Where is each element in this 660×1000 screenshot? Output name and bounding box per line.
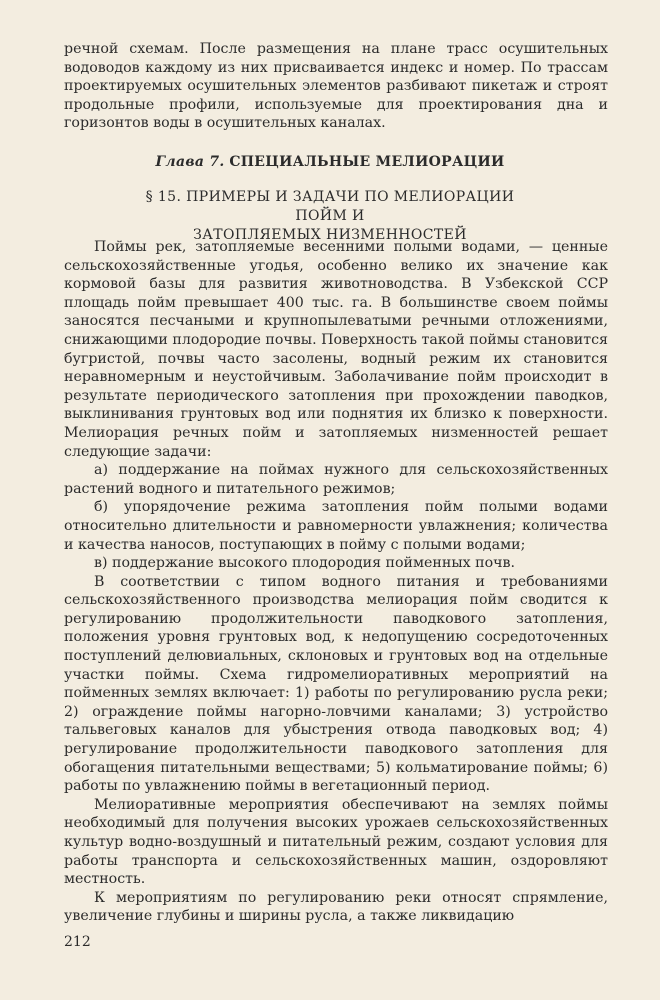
paragraph-regulation: К мероприятиям по регулированию реки относят спрямление, увеличение глубины и ширины русла, а также ликвидацию: [64, 889, 608, 925]
section-heading: [120, 188, 540, 245]
top-paragraph-block: [64, 40, 608, 133]
page-number: 212: [64, 934, 91, 950]
chapter-heading: [0, 154, 660, 170]
section-heading-line-2: ЗАТОПЛЯЕМЫХ НИЗМЕННОСТЕЙ: [193, 227, 467, 243]
list-item-c: в) поддержание высокого плодородия пойменных почв.: [94, 555, 516, 572]
chapter-label: Глава 7.: [155, 154, 225, 170]
list-item-a: а) поддержание на поймах нужного для сельскохозяйственных растений водного и питательного режимов;: [64, 462, 608, 497]
top-paragraph: речной схемам. После размещения на плане трасс осушительных водоводов каждому из них присваивается индекс и номер. По трассам проектируемых осушительных элементов разбивают пикетаж и строят продольные профили, используемые для проектирования дна и горизонтов воды в осушительных каналах.: [64, 41, 608, 132]
paragraph-measures: В соответствии с типом водного питания и требованиями сельскохозяйственного производства мелиорация пойм сводится к регулированию продолжительности паводкового затопления, положения уровня грунтовых вод, к недопущению сосредоточенных поступлений делювиальных, склоновых и грунтовых вод на отдельные участки поймы. Схема гидромелиоративных мероприятий на пойменных землях включает: 1) работы по регулированию русла реки; 2) ограждение поймы нагорно-ловчими каналами; 3) устройство тальвеговых каналов для убыстрения отвода паводковых вод; 4) регулирование продолжительности паводкового затопления для обогащения питательными веществами; 5) кольматирование поймы; 6) работы по увлажнению поймы в вегетационный период.: [64, 573, 608, 795]
paragraph-effects: Мелиоративные мероприятия обеспечивают на землях поймы необходимый для получения высоких урожаев сельскохозяйственных культур водно-воздушный и питательный режим, создают условия для работы транспорта и сельскохозяйственных машин, оздоровляют местность.: [64, 796, 608, 888]
body-text: [64, 238, 608, 926]
chapter-title: СПЕЦИАЛЬНЫЕ МЕЛИОРАЦИИ: [229, 154, 505, 170]
list-item-b: б) упорядочение режима затопления пойм полыми водами относительно длительности и равномерности увлажнения; количества и качества наносов, поступающих в пойму с полыми водами;: [64, 499, 608, 553]
paragraph-intro: Поймы рек, затопляемые весенними полыми водами, — ценные сельскохозяйственные угодья, особенно велико их значение как кормовой базы для развития животноводства. В Узбекской ССР площадь пойм превышает 400 тыс. га. В большинстве своем поймы заносятся песчаными и крупнопылеватыми речными отложениями, снижающими плодородие почвы. Поверхность такой поймы становится бугристой, почвы часто засолены, водный режим их становится неравномерным и неустойчивым. Заболачивание пойм происходит в результате периодического затопления при прохождении паводков, выклинивания грунтовых вод или поднятия их близко к поверхности. Мелиорация речных пойм и затопляемых низменностей решает следующие задачи:: [64, 239, 608, 460]
section-heading-line-1: § 15. ПРИМЕРЫ И ЗАДАЧИ ПО МЕЛИОРАЦИИ ПОЙМ И: [145, 189, 515, 224]
